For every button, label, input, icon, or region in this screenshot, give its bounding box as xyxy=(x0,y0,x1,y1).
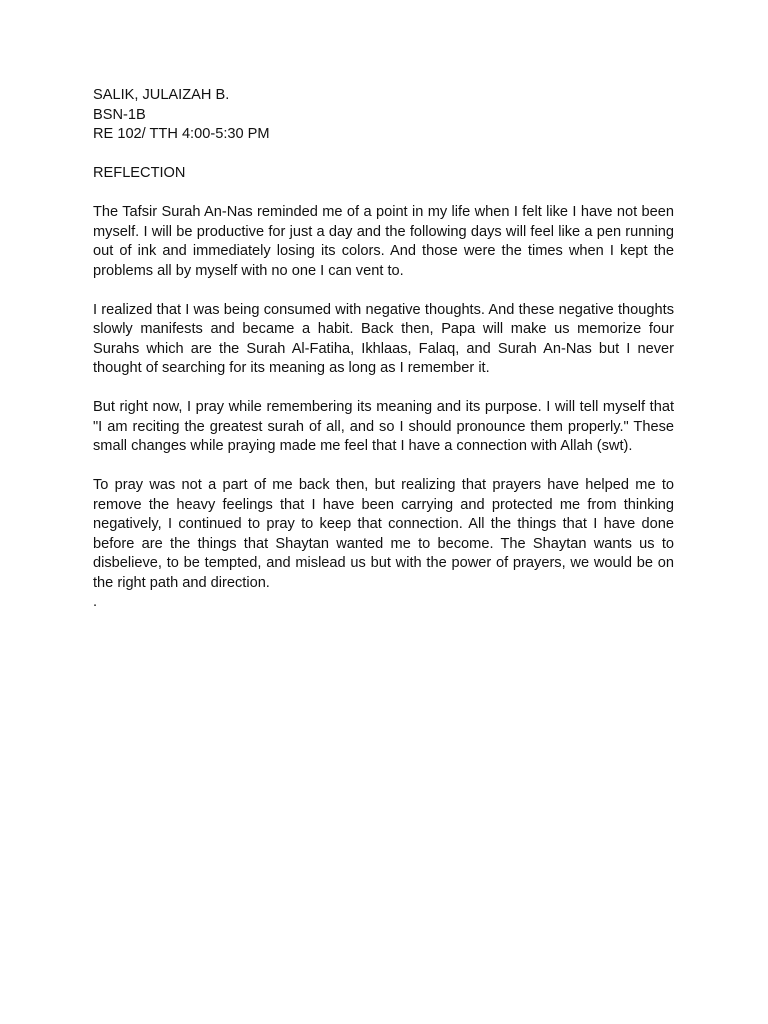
document-title: REFLECTION xyxy=(93,165,186,181)
paragraph-4: To pray was not a part of me back then, but realizing that prayers have helped me to remove the heavy feelings that I have been carrying and protected me from thinking negatively, I continued to pray to keep that connection. All the things that I have done before are the things that Shaytan wanted me to become. The Shaytan wants us to disbelieve, to be tempted, and mislead us but with the power of prayers, we would be on the right path and direction. xyxy=(93,477,674,591)
paragraph-3: But right now, I pray while remembering its meaning and its purpose. I will tell myself that "I am reciting the greatest surah of all, and so I should pronounce them properly." These small changes while praying made me feel that I have a connection with Allah (swt). xyxy=(93,399,674,454)
student-section: BSN-1B xyxy=(93,106,146,123)
document-body xyxy=(93,86,674,613)
paragraph-1: The Tafsir Surah An-Nas reminded me of a point in my life when I felt like I have not been myself. I will be productive for just a day and the following days will feel like a pen running out of ink and immediately losing its colors. And those were the times when I kept the problems all by myself with no one I can vent to. xyxy=(93,204,674,279)
course-schedule: RE 102/ TTH 4:00-5:30 PM xyxy=(93,126,270,142)
paragraph-2: I realized that I was being consumed with negative thoughts. And these negative thoughts slowly manifests and became a habit. Back then, Papa will make us memorize four Surahs which are the Surah Al-Fatiha, Ikhlaas, Falaq, and Surah An-Nas but I never thought of searching for its meaning as long as I remember it. xyxy=(93,301,674,376)
student-name: SALIK, JULAIZAH B. xyxy=(93,87,230,103)
trailing-mark: . xyxy=(93,594,98,610)
